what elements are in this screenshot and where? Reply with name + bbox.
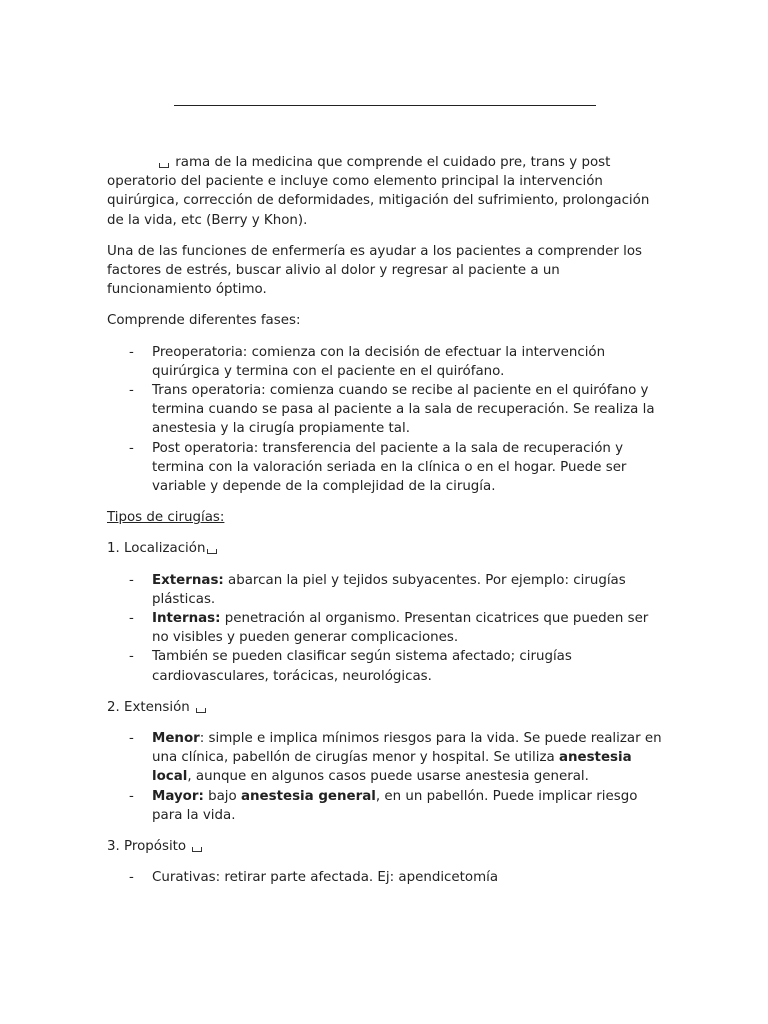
list-item: - Curativas: retirar parte afectada. Ej: apendicetomía bbox=[107, 868, 663, 887]
localizacion-heading: 1. Localización bbox=[107, 539, 663, 558]
bullet-dash: - bbox=[129, 731, 134, 747]
phases-heading: Comprende diferentes fases: bbox=[107, 313, 301, 329]
list-item: - Mayor: bajo anestesia general, en un pabellón. Puede implicar riesgo para la vida. bbox=[129, 788, 638, 823]
proposito-list bbox=[107, 868, 663, 887]
extension-heading: 2. Extensión bbox=[107, 698, 663, 717]
placeholder-box-icon bbox=[196, 708, 206, 713]
title-underline bbox=[174, 105, 596, 106]
bullet-dash: - bbox=[129, 440, 134, 456]
bullet-dash: - bbox=[129, 611, 134, 627]
list-item: - También se pueden clasificar según sistema afectado; cirugías cardiovasculares, torácicas, neurológicas. bbox=[129, 649, 572, 684]
bullet-dash: - bbox=[129, 870, 134, 886]
localizacion-list bbox=[107, 571, 663, 686]
placeholder-box-icon bbox=[207, 549, 217, 554]
intro-paragraph: rama de la medicina que comprende el cuidado pre, trans y post operatorio del paciente e incluye como elemento principal la intervención quirúrgica, corrección de deformidades, mitigación del sufrimiento, prolongación de la vida, etc (Berry y Khon). bbox=[107, 155, 650, 228]
types-heading: Tipos de cirugías: bbox=[107, 510, 225, 526]
list-item: - Trans operatoria: comienza cuando se recibe al paciente en el quirófano y termina cuando se pasa al paciente a la sala de recuperación. Se realiza la anestesia y la cirugía propiamente tal. bbox=[129, 383, 655, 437]
list-item: - Externas: abarcan la piel y tejidos subyacentes. Por ejemplo: cirugías plásticas. bbox=[129, 572, 626, 607]
list-item: - Menor: simple e implica mínimos riesgos para la vida. Se puede realizar en una clínica, pabellón de cirugías menor y hospital. Se utiliza anestesia local, aunque en algunos casos puede usarse anestesia general. bbox=[129, 731, 662, 785]
list-item: - Preoperatoria: comienza con la decisión de efectuar la intervención quirúrgica y termina con el paciente en el quirófano. bbox=[129, 344, 606, 379]
placeholder-box-icon bbox=[192, 847, 202, 852]
list-item: - Internas: penetración al organismo. Presentan cicatrices que pueden ser no visibles y pueden generar complicaciones. bbox=[129, 611, 649, 646]
functions-paragraph: Una de las funciones de enfermería es ayudar a los pacientes a comprender los factores de estrés, buscar alivio al dolor y regresar al paciente a un funcionamiento óptimo. bbox=[107, 243, 643, 298]
placeholder-box-icon bbox=[159, 163, 169, 168]
bullet-dash: - bbox=[129, 383, 134, 399]
bullet-dash: - bbox=[129, 572, 134, 588]
document-body bbox=[107, 153, 663, 888]
bullet-dash: - bbox=[129, 344, 134, 360]
bullet-dash: - bbox=[129, 649, 134, 665]
list-item: - Post operatoria: transferencia del paciente a la sala de recuperación y termina con la valoración seriada en la clínica o en el hogar. Puede ser variable y depende de la complejidad de la cirugía. bbox=[129, 440, 627, 495]
proposito-heading: 3. Propósito bbox=[107, 837, 663, 856]
extension-list bbox=[107, 729, 663, 825]
bullet-dash: - bbox=[129, 788, 134, 804]
phases-list bbox=[107, 343, 663, 497]
